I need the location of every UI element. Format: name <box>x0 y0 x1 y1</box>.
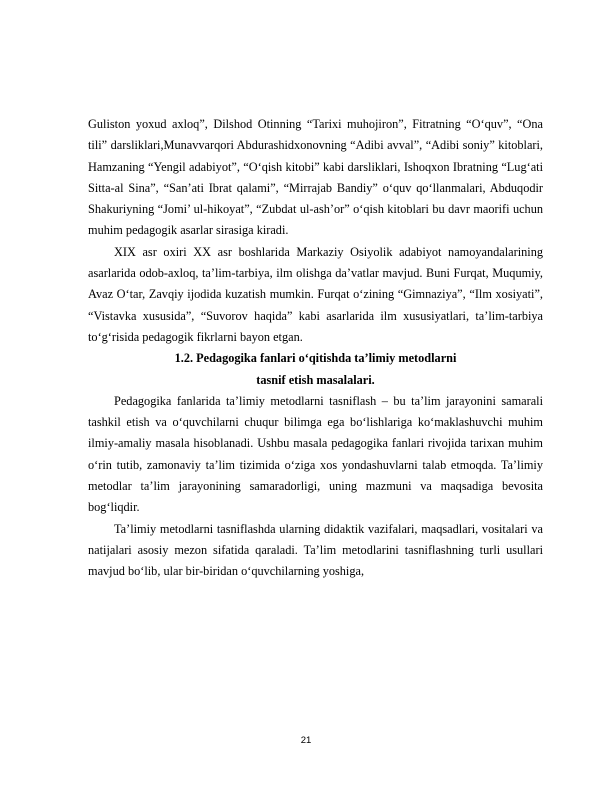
paragraph-classification: Pedagogika fanlarida ta’limiy metodlarni tasniflash – bu ta’lim jarayonini samarali tashkil etish va o‘quvchilarni chuqur bilimga ega bo‘lishlariga ko‘maklashuvchi muhim ilmiy-amaliy masala hisoblanadi. Ushbu masala pedagogika fanlari rivojida tarixan muhim o‘rin tutib, zamonaviy ta’lim tizimida o‘ziga xos yondashuvlarni talab etmoqda. Ta’limiy metodlar ta’lim jarayonining samaradorligi, uning mazmuni va maqsadiga bevosita bog‘liqdir. <box>88 393 543 515</box>
section-heading-line2: tasnif etish masalalari. <box>256 372 375 387</box>
paragraph-literature: XIX asr oxiri XX asr boshlarida Markaziy Osiyolik adabiyot namoyandalarining asarlarida odob-axloq, ta’lim-tarbiya, ilm olishga da’vatlar mavjud. Buni Furqat, Muqumiy, Avaz O‘tar, Zavqiy ijodida kuzatish mumkin. Furqat o‘zining “Gimnaziya”, “Ilm xosiyati”, “Vistavka xususida”, “Suvorov haqida” kabi asarlarida ilm xususiyatlari, ta’lim-tarbiya to‘g‘risida pedagogik fikrlarni bayon etgan. <box>88 244 543 344</box>
section-heading-line1: 1.2. Pedagogika fanlari o‘qitishda ta’limiy metodlarni <box>174 351 457 366</box>
document-page <box>88 114 543 583</box>
page-number: 21 <box>300 735 312 746</box>
paragraph-criteria: Ta’limiy metodlarni tasniflashda ularning didaktik vazifalari, maqsadlari, vositalari va natijalari asosiy mezon sifatida qaraladi. Ta’lim metodlarini tasniflashning turli usullari mavjud bo‘lib, ular bir-biridan o‘quvchilarning yoshiga, <box>88 521 543 579</box>
paragraph-continuation: Guliston yoxud axloq”, Dilshod Otinning “Tarixi muhojiron”, Fitratning “O‘quv”, “Ona tili” darsliklari,Munavvarqori Abdurashidxonovning “Adibi avval”, “Adibi soniy” kitoblari, Hamzaning “Yengil adabiyot”, “O‘qish kitobi” kabi darsliklari, Ishoqxon Ibratning “Lug‘ati Sitta-al Sina”, “San’ati Ibrat qalami”, “Mirrajab Bandiy” o‘quv qo‘llanmalari, Abduqodir Shakuriyning “Jomi’ ul-hikoyat”, “Zubdat ul-ash’or” o‘qish kitoblari bu davr maorifi uchun muhim pedagogik asarlar sirasiga kiradi. <box>88 117 543 238</box>
